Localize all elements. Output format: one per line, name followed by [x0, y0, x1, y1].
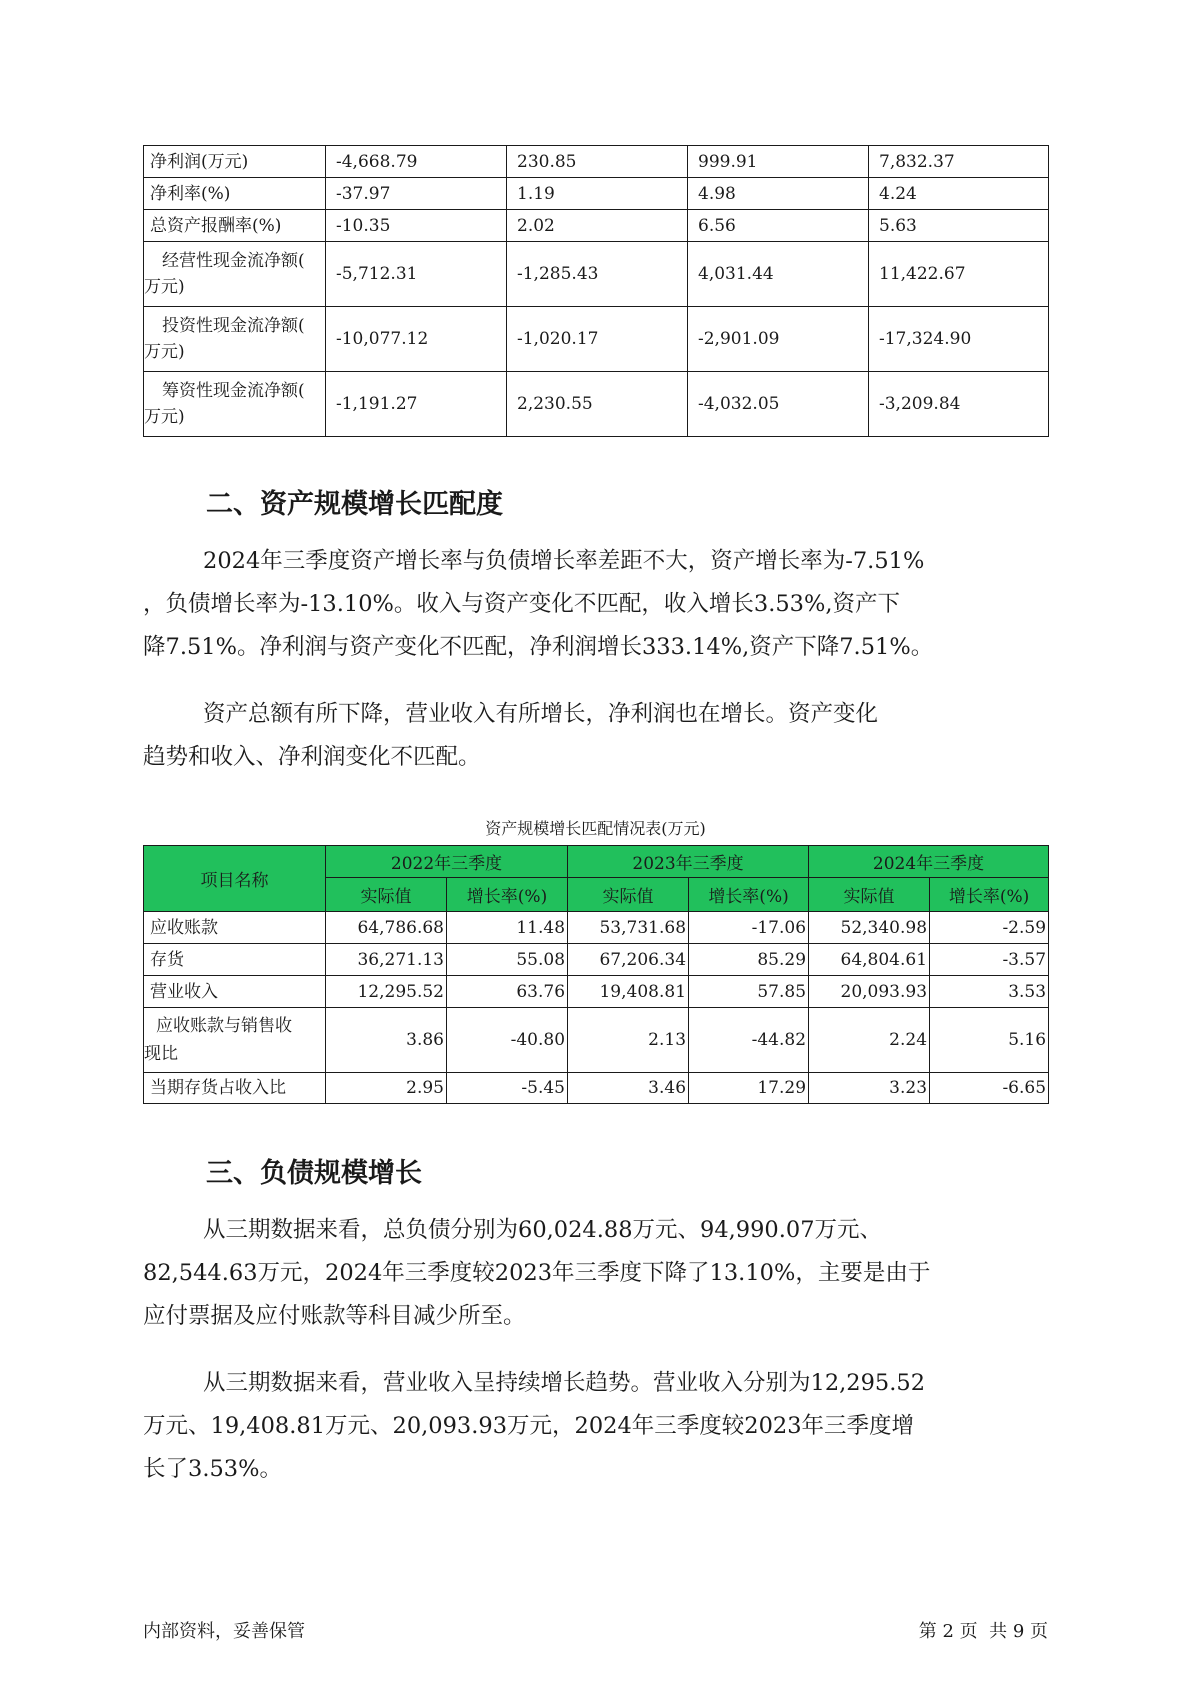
table-cell: 2.13 — [568, 1008, 689, 1073]
row-label-line: 现比 — [144, 1044, 178, 1064]
table-cell: -2,901.09 — [688, 307, 869, 372]
footer-page-number: 第 2 页 共 9 页 — [918, 1621, 1048, 1642]
table-cell: 53,731.68 — [568, 912, 689, 944]
row-label: 存货 — [144, 944, 326, 976]
row-label: 净利率(%) — [144, 178, 326, 210]
paragraph-asset-growth — [143, 540, 1061, 669]
row-label — [144, 307, 326, 372]
row-label-line: 万元) — [144, 407, 185, 427]
paragraph-asset-trend — [143, 693, 1061, 779]
table-cell: 2.95 — [326, 1073, 447, 1104]
row-label-line: 投资性现金流净额( — [162, 316, 305, 336]
row-label-line: 万元) — [144, 342, 185, 362]
table-cell: 4.98 — [688, 178, 869, 210]
table-cell: 57.85 — [689, 976, 809, 1008]
column-header-growth: 增长率(%) — [930, 878, 1049, 912]
table-cell: -44.82 — [689, 1008, 809, 1073]
paragraph-liability — [143, 1209, 1061, 1338]
row-label: 净利润(万元) — [144, 146, 326, 178]
table-cell: 7,832.37 — [869, 146, 1049, 178]
table-cell: -17.06 — [689, 912, 809, 944]
table-row — [144, 944, 1049, 976]
table-cell: 4,031.44 — [688, 242, 869, 307]
row-label — [144, 372, 326, 437]
table-cell: 85.29 — [689, 944, 809, 976]
table-row — [144, 976, 1049, 1008]
table-cell: 19,408.81 — [568, 976, 689, 1008]
paragraph-line: 万元、19,408.81万元、20,093.93万元，2024年三季度较2023年三季度增 — [143, 1413, 915, 1439]
table-cell: 230.85 — [507, 146, 688, 178]
paragraph-line: 从三期数据来看，总负债分别为60,024.88万元、94,990.07万元、 — [203, 1217, 883, 1243]
row-label-line: 应收账款与销售收 — [156, 1016, 292, 1036]
table-cell: 67,206.34 — [568, 944, 689, 976]
column-header-actual: 实际值 — [809, 878, 930, 912]
row-label: 总资产报酬率(%) — [144, 210, 326, 242]
table-cell: 4.24 — [869, 178, 1049, 210]
column-header-period: 2024年三季度 — [809, 846, 1049, 878]
table-cell: 12,295.52 — [326, 976, 447, 1008]
row-label-line: 经营性现金流净额( — [162, 251, 305, 271]
table-header-row — [144, 846, 1049, 878]
table-caption: 资产规模增长匹配情况表(万元) — [485, 819, 706, 838]
table-cell: 52,340.98 — [809, 912, 930, 944]
table-cell: -40.80 — [447, 1008, 568, 1073]
paragraph-line: 降7.51%。净利润与资产变化不匹配，净利润增长333.14%,资产下降7.51%。 — [143, 634, 934, 660]
table-cell: -1,191.27 — [326, 372, 507, 437]
table-cell: -2.59 — [930, 912, 1049, 944]
footer-confidential-note: 内部资料，妥善保管 — [143, 1621, 305, 1642]
financial-metrics-table — [143, 145, 1049, 437]
asset-growth-match-table — [143, 845, 1049, 1104]
table-row — [144, 210, 1049, 242]
table-cell: 999.91 — [688, 146, 869, 178]
table-row — [144, 1008, 1049, 1073]
table-row — [144, 307, 1049, 372]
row-label-line: 万元) — [144, 277, 185, 297]
table-cell: -4,032.05 — [688, 372, 869, 437]
table-cell: -6.65 — [930, 1073, 1049, 1104]
column-header-period: 2022年三季度 — [326, 846, 568, 878]
table-cell: 2.24 — [809, 1008, 930, 1073]
row-label: 应收账款 — [144, 912, 326, 944]
table-cell: -3.57 — [930, 944, 1049, 976]
paragraph-line: 从三期数据来看，营业收入呈持续增长趋势。营业收入分别为12,295.52 — [203, 1370, 926, 1396]
row-label — [144, 1008, 326, 1073]
table-cell: -5,712.31 — [326, 242, 507, 307]
table-cell: 11.48 — [447, 912, 568, 944]
table-cell: -10.35 — [326, 210, 507, 242]
paragraph-revenue — [143, 1362, 1061, 1491]
column-header-actual: 实际值 — [326, 878, 447, 912]
table-cell: -4,668.79 — [326, 146, 507, 178]
row-label: 营业收入 — [144, 976, 326, 1008]
table-row — [144, 1073, 1049, 1104]
paragraph-line: 长了3.53%。 — [143, 1456, 282, 1482]
row-label — [144, 242, 326, 307]
paragraph-line: 2024年三季度资产增长率与负债增长率差距不大，资产增长率为-7.51% — [203, 548, 925, 574]
paragraph-line: 82,544.63万元，2024年三季度较2023年三季度下降了13.10%，主要是由于 — [143, 1260, 931, 1286]
table-row — [144, 242, 1049, 307]
row-label: 当期存货占收入比 — [144, 1073, 326, 1104]
table-cell: 20,093.93 — [809, 976, 930, 1008]
table-cell: 11,422.67 — [869, 242, 1049, 307]
table-row — [144, 178, 1049, 210]
table-row — [144, 146, 1049, 178]
table-cell: -3,209.84 — [869, 372, 1049, 437]
table-cell: 2.02 — [507, 210, 688, 242]
column-header-actual: 实际值 — [568, 878, 689, 912]
table-cell: 17.29 — [689, 1073, 809, 1104]
table-cell: 36,271.13 — [326, 944, 447, 976]
table-cell: 64,804.61 — [809, 944, 930, 976]
table-cell: 3.46 — [568, 1073, 689, 1104]
table-cell: -10,077.12 — [326, 307, 507, 372]
table-cell: 6.56 — [688, 210, 869, 242]
column-header-item: 项目名称 — [144, 846, 326, 912]
table-cell: 64,786.68 — [326, 912, 447, 944]
paragraph-line: 趋势和收入、净利润变化不匹配。 — [143, 744, 481, 770]
table-cell: 1.19 — [507, 178, 688, 210]
table-cell: -5.45 — [447, 1073, 568, 1104]
row-label-line: 筹资性现金流净额( — [162, 381, 305, 401]
table-cell: -37.97 — [326, 178, 507, 210]
section-heading-liability-growth: 三、负债规模增长 — [206, 1158, 422, 1189]
table-cell: 3.23 — [809, 1073, 930, 1104]
table-cell: -1,285.43 — [507, 242, 688, 307]
table-cell: 5.16 — [930, 1008, 1049, 1073]
table-cell: 55.08 — [447, 944, 568, 976]
table-cell: 3.86 — [326, 1008, 447, 1073]
table-cell: -17,324.90 — [869, 307, 1049, 372]
table-cell: 63.76 — [447, 976, 568, 1008]
table-row — [144, 372, 1049, 437]
paragraph-line: 资产总额有所下降，营业收入有所增长，净利润也在增长。资产变化 — [203, 701, 879, 727]
table-cell: 2,230.55 — [507, 372, 688, 437]
paragraph-line: 应付票据及应付账款等科目减少所至。 — [143, 1303, 526, 1329]
table-cell: 3.53 — [930, 976, 1049, 1008]
column-header-growth: 增长率(%) — [447, 878, 568, 912]
paragraph-line: ，负债增长率为-13.10%。收入与资产变化不匹配，收入增长3.53%,资产下 — [143, 591, 901, 617]
column-header-period: 2023年三季度 — [568, 846, 809, 878]
column-header-growth: 增长率(%) — [689, 878, 809, 912]
table-cell: -1,020.17 — [507, 307, 688, 372]
table-cell: 5.63 — [869, 210, 1049, 242]
table-row — [144, 912, 1049, 944]
section-heading-asset-growth: 二、资产规模增长匹配度 — [206, 489, 503, 520]
